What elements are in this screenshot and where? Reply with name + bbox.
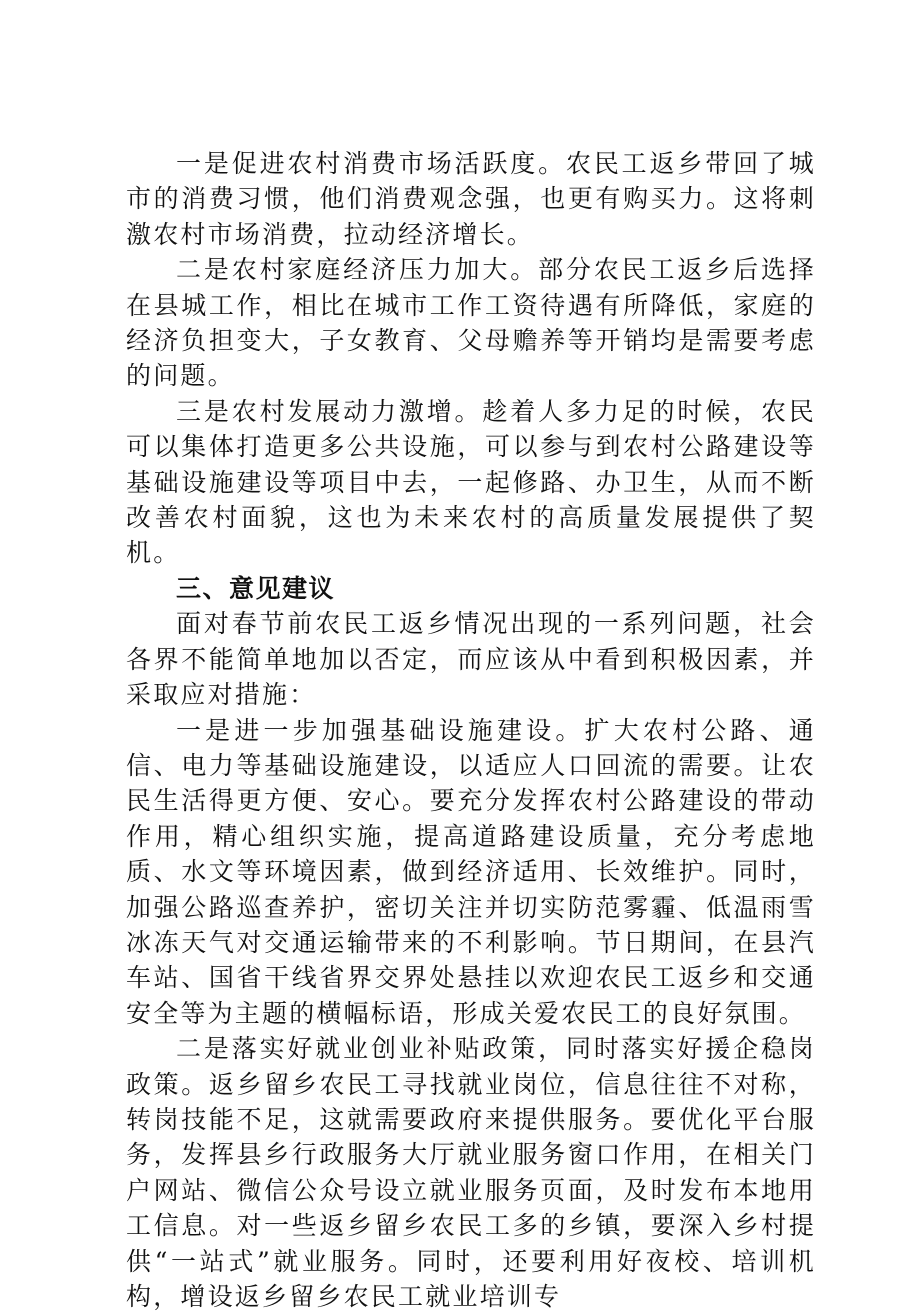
paragraph-economic-pressure: 二是农村家庭经济压力加大。部分农民工返乡后选择在县城工作，相比在城市工作工资待遇有所降低，家庭的经济负担变大，子女教育、父母赡养等开销均是需要考虑的问题。 (126, 255, 816, 391)
paragraph-employment: 二是落实好就业创业补贴政策，同时落实好援企稳岗政策。返乡留乡农民工寻找就业岗位，信息往往不对称，转岗技能不足，这就需要政府来提供服务。要优化平台服务，发挥县乡行政服务大厅就业服务窗口作用，在相关门户网站、微信公众号设立就业服务页面，及时发布本地用工信息。对一些返乡留乡农民工多的乡镇，要深入乡村提供“一站式”就业服务。同时，还要利用好夜校、培训机构，增设返乡留乡农民工就业培训专 (126, 1034, 816, 1311)
paragraph-infrastructure: 一是进一步加强基础设施建设。扩大农村公路、通信、电力等基础设施建设，以适应人口回流的需要。让农民生活得更方便、安心。要充分发挥农村公路建设的带动作用，精心组织实施，提高道路建设质量，充分考虑地质、水文等环境因素，做到经济适用、长效维护。同时，加强公路巡查养护，密切关注并切实防范雾霾、低温雨雪冰冻天气对交通运输带来的不利影响。节日期间，在县汽车站、国省干线省界交界处悬挂以欢迎农民工返乡和交通安全等为主题的横幅标语，形成关爱农民工的良好氛围。 (126, 715, 816, 1028)
paragraph-intro: 面对春节前农民工返乡情况出现的一系列问题，社会各界不能简单地加以否定，而应该从中看到积极因素，并采取应对措施： (126, 609, 816, 710)
document-body (126, 146, 816, 1314)
paragraph-consumption: 一是促进农村消费市场活跃度。农民工返乡带回了城市的消费习惯，他们消费观念强，也更有购买力。这将刺激农村市场消费，拉动经济增长。 (126, 149, 816, 249)
section-heading: 三、意见建议 (176, 573, 336, 603)
paragraph-development-momentum: 三是农村发展动力激增。趁着人多力足的时候，农民可以集体打造更多公共设施，可以参与到农村公路建设等基础设施建设等项目中去，一起修路、办卫生，从而不断改善农村面貌，这也为未来农村的高质量发展提供了契机。 (126, 396, 816, 568)
